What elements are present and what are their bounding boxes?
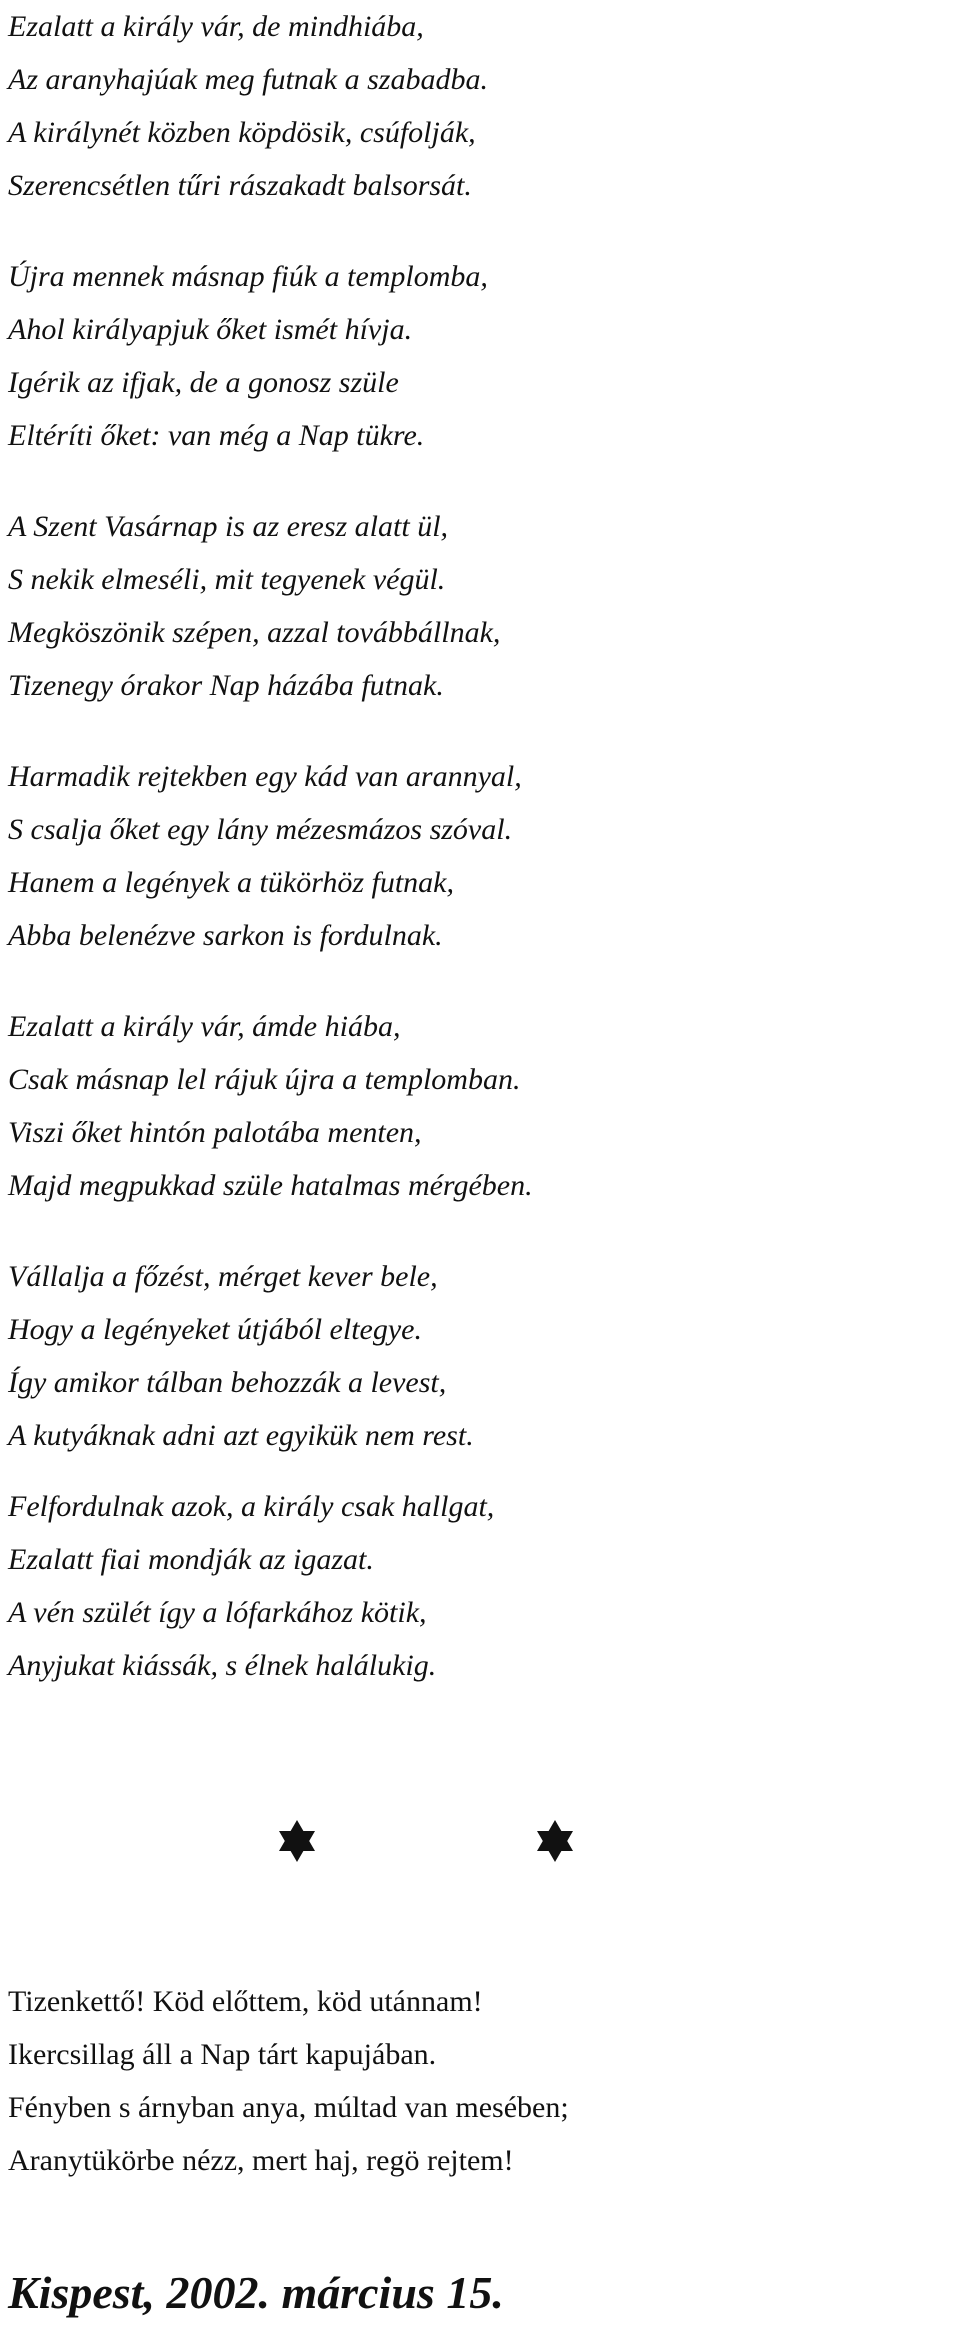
poem-line: Abba belenézve sarkon is fordulnak. (8, 919, 443, 952)
poem-line: Viszi őket hintón palotába menten, (8, 1116, 422, 1149)
poem-line: S nekik elmeséli, mit tegyenek végül. (8, 563, 446, 596)
poem-line: Hogy a legényeket útjából eltegye. (8, 1313, 422, 1346)
poem-line: Ezalatt fiai mondják az igazat. (8, 1543, 374, 1576)
poem-line: Tizenkettő! Köd előttem, köd utánnam! (8, 1985, 483, 2018)
star-of-david-icon (276, 1818, 318, 1864)
poem-line: A Szent Vasárnap is az eresz alatt ül, (8, 510, 449, 543)
poem-line: A királynét közben köpdösik, csúfolják, (8, 116, 476, 149)
stanza-3 (8, 500, 956, 712)
poem-line: Az aranyhajúak meg futnak a szabadba. (8, 63, 488, 96)
poem-line: Újra mennek másnap fiúk a templomba, (8, 260, 488, 293)
stanza-1 (8, 0, 956, 212)
poem-line: A vén szülét így a lófarkához kötik, (8, 1596, 427, 1629)
stanza-8 (8, 1975, 956, 2187)
poem-line: Eltéríti őket: van még a Nap tükre. (8, 419, 425, 452)
poem-line: Szerencsétlen tűri rászakadt balsorsát. (8, 169, 472, 202)
signature-date: Kispest, 2002. március 15. (8, 2267, 504, 2318)
poem-line: Igérik az ifjak, de a gonosz szüle (8, 366, 399, 399)
poem-line: Majd megpukkad szüle hatalmas mérgében. (8, 1169, 533, 1202)
star-divider (0, 1818, 960, 1878)
poem-line: Csak másnap lel rájuk újra a templomban. (8, 1063, 521, 1096)
poem-line: Hanem a legények a tükörhöz futnak, (8, 866, 455, 899)
poem-line: A kutyáknak adni azt egyikük nem rest. (8, 1419, 474, 1452)
poem-line: Megköszönik szépen, azzal továbbállnak, (8, 616, 501, 649)
poem-line: Így amikor tálban behozzák a levest, (8, 1366, 447, 1399)
poem-line: Ezalatt a király vár, ámde hiába, (8, 1010, 401, 1043)
poem-line: Ezalatt a király vár, de mindhiába, (8, 10, 424, 43)
stanza-5 (8, 1000, 956, 1212)
poem-line: Ahol királyapjuk őket ismét hívja. (8, 313, 413, 346)
stanza-7 (8, 1480, 956, 1692)
stanza-4 (8, 750, 956, 962)
poem-line: Fényben s árnyban anya, múltad van mesében; (8, 2091, 569, 2124)
stanza-2 (8, 250, 956, 462)
poem-line: Felfordulnak azok, a király csak hallgat, (8, 1490, 495, 1523)
poem-line: S csalja őket egy lány mézesmázos szóval. (8, 813, 513, 846)
star-of-david-icon (534, 1818, 576, 1864)
poem-line: Vállalja a főzést, mérget kever bele, (8, 1260, 438, 1293)
stanza-6 (8, 1250, 956, 1462)
poem-line: Anyjukat kiássák, s élnek halálukig. (8, 1649, 437, 1682)
poem-line: Aranytükörbe nézz, mert haj, regö rejtem! (8, 2144, 514, 2177)
poem-line: Ikercsillag áll a Nap tárt kapujában. (8, 2038, 437, 2071)
poem-line: Tizenegy órakor Nap házába futnak. (8, 669, 444, 702)
poem-line: Harmadik rejtekben egy kád van arannyal, (8, 760, 522, 793)
